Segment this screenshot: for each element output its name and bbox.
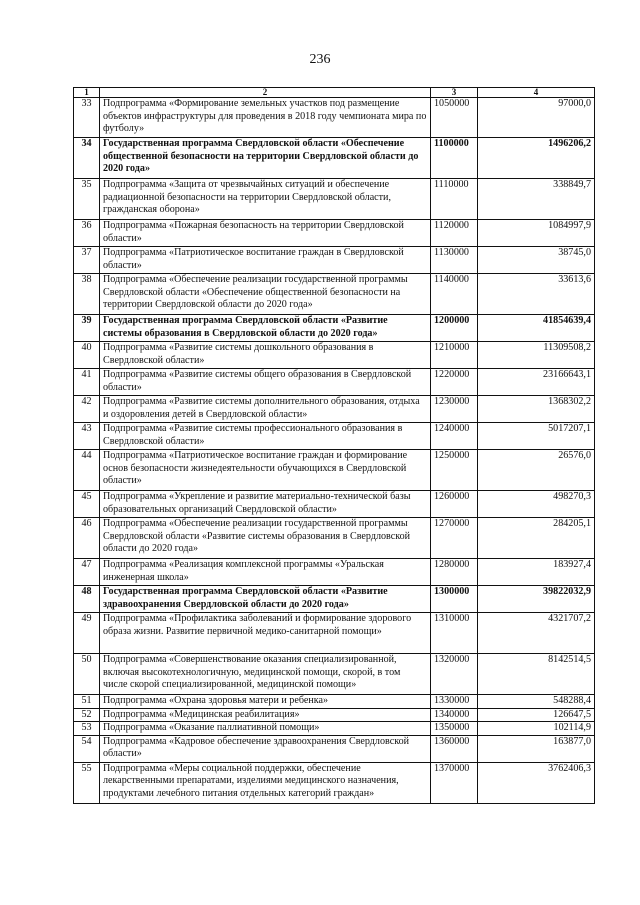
- table-row: [74, 762, 595, 803]
- row-amount: 338849,7: [478, 179, 595, 220]
- row-code: 1270000: [431, 518, 478, 559]
- table-row: [74, 342, 595, 369]
- row-name: Подпрограмма «Охрана здоровья матери и ребенка»: [100, 695, 431, 709]
- table-row: [74, 722, 595, 736]
- row-code: 1370000: [431, 762, 478, 803]
- row-amount: 548288,4: [478, 695, 595, 709]
- row-number: 36: [74, 220, 100, 247]
- row-code: 1230000: [431, 396, 478, 423]
- row-number: 51: [74, 695, 100, 709]
- row-code: 1220000: [431, 369, 478, 396]
- row-code: 1210000: [431, 342, 478, 369]
- row-code: 1340000: [431, 708, 478, 722]
- row-number: 39: [74, 315, 100, 342]
- row-code: 1260000: [431, 491, 478, 518]
- row-amount: 102114,9: [478, 722, 595, 736]
- row-number: 49: [74, 613, 100, 654]
- column-header-1: 1: [74, 88, 100, 98]
- row-code: 1200000: [431, 315, 478, 342]
- row-code: 1250000: [431, 450, 478, 491]
- row-number: 52: [74, 708, 100, 722]
- table-row: [74, 369, 595, 396]
- table-row: [74, 559, 595, 586]
- row-number: 43: [74, 423, 100, 450]
- table-row: [74, 450, 595, 491]
- row-amount: 4321707,2: [478, 613, 595, 654]
- row-amount: 33613,6: [478, 274, 595, 315]
- row-name: Подпрограмма «Патриотическое воспитание граждан в Свердловской области»: [100, 247, 431, 274]
- table-row: [74, 220, 595, 247]
- row-amount: 3762406,3: [478, 762, 595, 803]
- row-name: Подпрограмма «Укрепление и развитие материально-технической базы образовательных организаций Свердловской области»: [100, 491, 431, 518]
- row-number: 50: [74, 654, 100, 695]
- row-name: Государственная программа Свердловской области «Обеспечение общественной безопасности на территории Свердловской области до 2020 года»: [100, 138, 431, 179]
- row-number: 47: [74, 559, 100, 586]
- row-name: Подпрограмма «Развитие системы профессионального образования в Свердловской области»: [100, 423, 431, 450]
- row-amount: 39822032,9: [478, 586, 595, 613]
- column-header-3: 3: [431, 88, 478, 98]
- column-header-4: 4: [478, 88, 595, 98]
- row-number: 55: [74, 762, 100, 803]
- row-amount: 1368302,2: [478, 396, 595, 423]
- row-code: 1240000: [431, 423, 478, 450]
- row-name: Подпрограмма «Оказание паллиативной помощи»: [100, 722, 431, 736]
- row-number: 46: [74, 518, 100, 559]
- row-code: 1330000: [431, 695, 478, 709]
- row-amount: 1496206,2: [478, 138, 595, 179]
- table-row: [74, 518, 595, 559]
- row-number: 48: [74, 586, 100, 613]
- row-number: 44: [74, 450, 100, 491]
- row-number: 42: [74, 396, 100, 423]
- row-number: 33: [74, 98, 100, 138]
- table-row: [74, 491, 595, 518]
- row-name: Подпрограмма «Формирование земельных участков под размещение объектов инфраструктуры для проведения в 2018 году чемпионата мира по футболу»: [100, 98, 431, 138]
- row-amount: 183927,4: [478, 559, 595, 586]
- row-number: 35: [74, 179, 100, 220]
- row-name: Подпрограмма «Обеспечение реализации государственной программы Свердловской области «Развитие системы образования в Свердловской области до 2020 года»: [100, 518, 431, 559]
- row-code: 1280000: [431, 559, 478, 586]
- table-header-row: [74, 88, 595, 98]
- table-row: [74, 695, 595, 709]
- row-code: 1120000: [431, 220, 478, 247]
- row-amount: 11309508,2: [478, 342, 595, 369]
- row-amount: 1084997,9: [478, 220, 595, 247]
- row-code: 1050000: [431, 98, 478, 138]
- row-number: 40: [74, 342, 100, 369]
- row-code: 1100000: [431, 138, 478, 179]
- table-row: [74, 396, 595, 423]
- row-name: Государственная программа Свердловской области «Развитие системы образования в Свердловской области до 2020 года»: [100, 315, 431, 342]
- row-number: 34: [74, 138, 100, 179]
- row-code: 1130000: [431, 247, 478, 274]
- row-amount: 23166643,1: [478, 369, 595, 396]
- row-amount: 97000,0: [478, 98, 595, 138]
- table-row: [74, 138, 595, 179]
- row-number: 41: [74, 369, 100, 396]
- row-amount: 126647,5: [478, 708, 595, 722]
- row-name: Подпрограмма «Развитие системы дополнительного образования, отдыха и оздоровления детей в Свердловской области»: [100, 396, 431, 423]
- row-amount: 498270,3: [478, 491, 595, 518]
- row-amount: 26576,0: [478, 450, 595, 491]
- table-row: [74, 613, 595, 654]
- row-code: 1140000: [431, 274, 478, 315]
- table-row: [74, 423, 595, 450]
- row-amount: 38745,0: [478, 247, 595, 274]
- column-header-2: 2: [100, 88, 431, 98]
- row-name: Подпрограмма «Меры социальной поддержки, обеспечение лекарственными препаратами, изделиями медицинского назначения, продуктами лечебного питания отдельных категорий граждан»: [100, 762, 431, 803]
- row-number: 37: [74, 247, 100, 274]
- row-number: 38: [74, 274, 100, 315]
- table-row: [74, 735, 595, 762]
- row-amount: 5017207,1: [478, 423, 595, 450]
- row-name: Подпрограмма «Пожарная безопасность на территории Свердловской области»: [100, 220, 431, 247]
- row-amount: 41854639,4: [478, 315, 595, 342]
- table-row: [74, 315, 595, 342]
- table-row: [74, 179, 595, 220]
- table-row: [74, 708, 595, 722]
- row-name: Подпрограмма «Медицинская реабилитация»: [100, 708, 431, 722]
- row-amount: 8142514,5: [478, 654, 595, 695]
- row-name: Подпрограмма «Кадровое обеспечение здравоохранения Свердловской области»: [100, 735, 431, 762]
- row-code: 1350000: [431, 722, 478, 736]
- row-name: Подпрограмма «Обеспечение реализации государственной программы Свердловской области «Обеспечение общественной безопасности на территории Свердловской области до 2020 года»: [100, 274, 431, 315]
- row-name: Подпрограмма «Развитие системы дошкольного образования в Свердловской области»: [100, 342, 431, 369]
- row-name: Подпрограмма «Патриотическое воспитание граждан и формирование основ безопасности жизнедеятельности обучающихся в Свердловской области»: [100, 450, 431, 491]
- table-row: [74, 98, 595, 138]
- budget-table: [73, 87, 595, 804]
- table-row: [74, 654, 595, 695]
- row-name: Подпрограмма «Развитие системы общего образования в Свердловской области»: [100, 369, 431, 396]
- table-row: [74, 586, 595, 613]
- row-code: 1360000: [431, 735, 478, 762]
- table-row: [74, 274, 595, 315]
- row-amount: 284205,1: [478, 518, 595, 559]
- row-code: 1300000: [431, 586, 478, 613]
- row-number: 45: [74, 491, 100, 518]
- row-amount: 163877,0: [478, 735, 595, 762]
- row-name: Государственная программа Свердловской области «Развитие здравоохранения Свердловской области до 2020 года»: [100, 586, 431, 613]
- row-code: 1310000: [431, 613, 478, 654]
- page-number: 236: [309, 52, 331, 67]
- row-name: Подпрограмма «Защита от чрезвычайных ситуаций и обеспечение радиационной безопасности на территории Свердловской области, гражданская оборона»: [100, 179, 431, 220]
- row-code: 1320000: [431, 654, 478, 695]
- table-row: [74, 247, 595, 274]
- row-code: 1110000: [431, 179, 478, 220]
- row-name: Подпрограмма «Реализация комплексной программы «Уральская инженерная школа»: [100, 559, 431, 586]
- row-number: 53: [74, 722, 100, 736]
- row-name: Подпрограмма «Совершенствование оказания специализированной, включая высокотехнологичную, медицинской помощи, скорой, в том числе скорой специализированной, медицинской помощи»: [100, 654, 431, 695]
- row-number: 54: [74, 735, 100, 762]
- row-name: Подпрограмма «Профилактика заболеваний и формирование здорового образа жизни. Развитие первичной медико-санитарной помощи»: [100, 613, 431, 654]
